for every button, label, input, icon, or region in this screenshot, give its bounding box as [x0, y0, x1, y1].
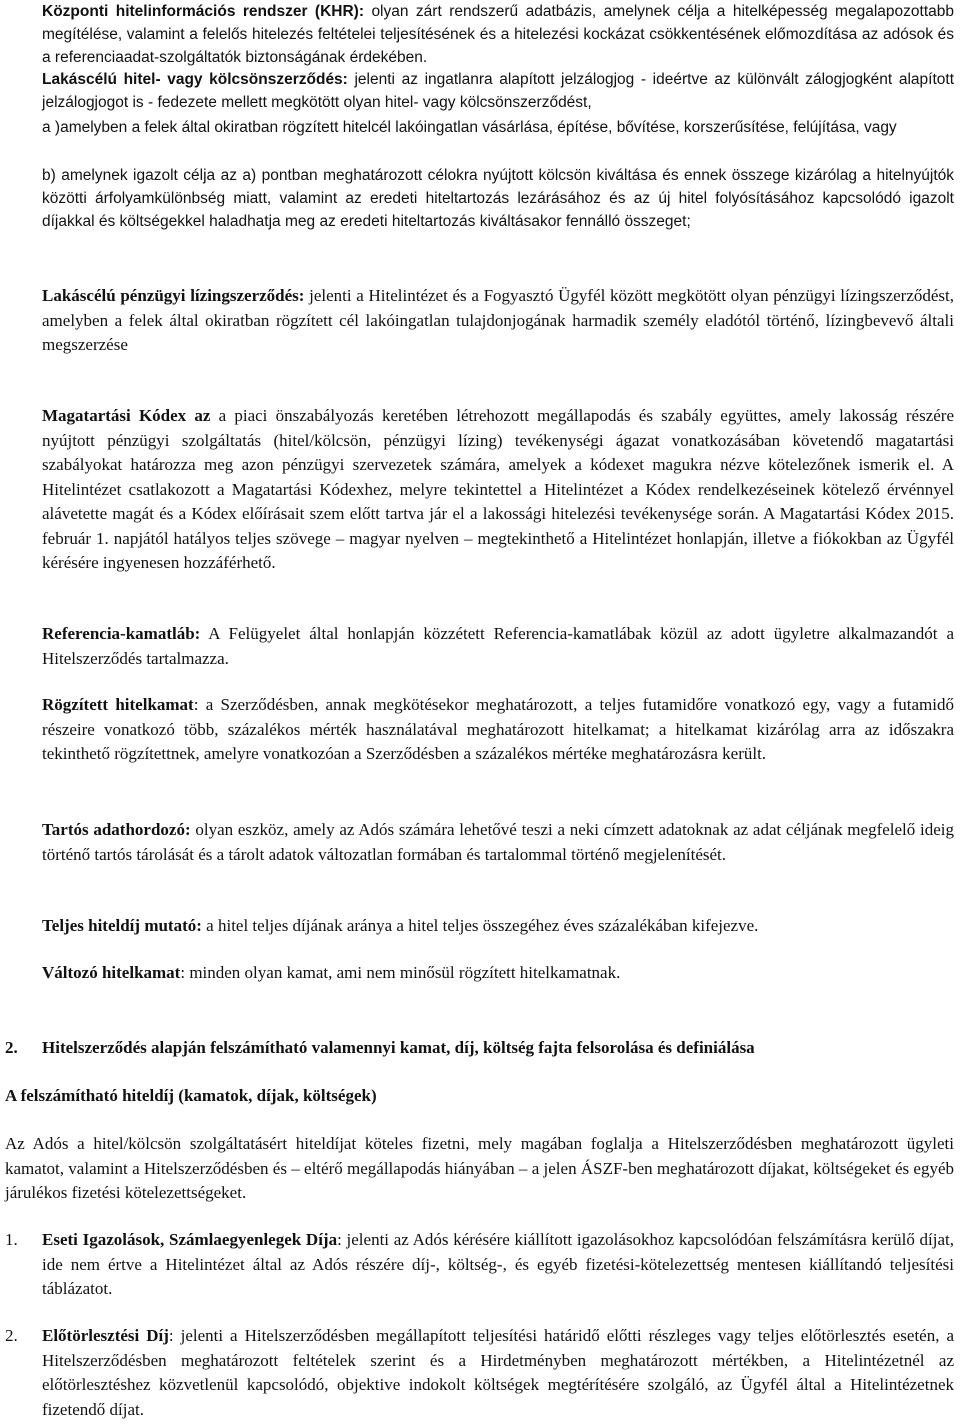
- section-2-number: 2.: [5, 1038, 18, 1057]
- item-1-definition: [42, 1228, 954, 1302]
- tartos-text: olyan eszköz, amely az Adós számára lehetővé teszi a neki címzett adatoknak az adat céljának megfelelő ideig történő tartós tárolását és a tárolt adatok változatlan formában és tartalommal történő megjelenítését.: [42, 820, 954, 864]
- thm-definition: [42, 914, 954, 939]
- tartos-term: Tartós adathordozó:: [42, 820, 191, 839]
- item-1-number: 1.: [5, 1230, 18, 1249]
- item-2-term: Előtörlesztési Díj: [42, 1326, 169, 1345]
- hiteldij-subheading: A felszámítható hiteldíj (kamatok, díjak, költségek): [5, 1086, 377, 1105]
- thm-term: Teljes hiteldíj mutató:: [42, 916, 202, 935]
- referencia-term: Referencia-kamatláb:: [42, 624, 201, 643]
- item-1-term: Eseti Igazolások, Számlaegyenlegek Díja: [42, 1230, 338, 1249]
- tartos-definition: [42, 818, 954, 867]
- valtozo-definition: [42, 961, 954, 986]
- rogzitett-definition: [42, 693, 954, 767]
- kodex-term: Magatartási Kódex az: [42, 406, 211, 425]
- thm-text: a hitel teljes díjának aránya a hitel teljes összegéhez éves százalékában kifejezve.: [201, 916, 759, 935]
- lizing-term: Lakáscélú pénzügyi lízingszerződés:: [42, 286, 305, 305]
- valtozo-text: : minden olyan kamat, ami nem minősül rögzített hitelkamatnak.: [180, 963, 621, 982]
- lakascelu-hitel-item-a: a )amelyben a felek által okiratban rögzített hitelcél lakóingatlan vásárlása, építése, bővítése, korszerűsítése, felújítása, vagy: [42, 119, 897, 136]
- lakascelu-hitel-text: jelenti az ingatlanra alapított jelzálogjog - ideértve az különvált zálogjogként alapított jelzálogjogot is - fedezete mellett megkötött olyan hitel- vagy kölcsönszerződést,: [42, 71, 954, 111]
- section-2-title: Hitelszerződés alapján felszámítható valamennyi kamat, díj, költség fajta felsorolása és definiálása: [42, 1038, 755, 1057]
- khr-term: Központi hitelinformációs rendszer (KHR):: [42, 3, 364, 20]
- kodex-definition: [42, 404, 954, 576]
- lakascelu-hitel-definition: [42, 68, 954, 111]
- khr-text: olyan zárt rendszerű adatbázis, amelynek célja a hitelképesség megalapozottabb megítélése, valamint a felelős hitelezés feltételei teljesítésének és a hitelezési kockázat csökkentésének előmozdítása az adósok és a referenciaadat-szolgáltatók biztonságának érdekében.: [42, 3, 954, 66]
- rogzitett-term: Rögzített hitelkamat: [42, 695, 194, 714]
- item-2-number: 2.: [5, 1326, 18, 1345]
- lizing-text: jelenti a Hitelintézet és a Fogyasztó Ügyfél között megkötött olyan pénzügyi lízingszerződést, amelyben a felek által okiratban rögzített cél lakóingatlan tulajdonjogának harmadik személy eladótól történő, lízingbevevő általi megszerzése: [42, 286, 954, 354]
- hiteldij-intro: Az Adós a hitel/kölcsön szolgáltatásért hiteldíjat köteles fizetni, mely magában foglalja a Hitelszerződésben meghatározott ügyleti kamatot, valamint a Hitelszerződésben és – eltérő megállapodás hiányában – a jelen ÁSZF-ben meghatározott díjakat, költségeket és egyéb járulékos fizetési kötelezettségeket.: [5, 1134, 954, 1202]
- kodex-text: a piaci önszabályozás keretében létrehozott megállapodás és szabály együttes, amely lakosság részére nyújtott pénzügyi szolgáltatás (hitel/kölcsön, pénzügyi lízing) tevékenységi ágazat vonatkozásában követendő magatartási szabályokat határozza meg azon pénzügyi szervezetek számára, amelyek a kódexet magukra nézve kötelezőnek ismerik el. A Hitelintézet csatlakozott a Magatartási Kódexhez, melyre tekintettel a Hitelintézet a Kódex rendelkezéseinek kötelező érvénnyel alávetette magát és a Kódex előírásait szem előtt tartva jár el a lakossági hitelezési tevékenysége során. A Magatartási Kódex 2015. február 1. napjától hatályos teljes szövege – magyar nyelven – megtekinthető a Hitelintézet honlapján, illetve a fiókokban az Ügyfél kérésére ingyenesen hozzáférhető.: [42, 406, 954, 572]
- item-2-text: : jelenti a Hitelszerződésben megállapított teljesítési határidő előtti részleges vagy teljes előtörlesztés esetén, a Hitelszerződésben meghatározott feltételek szerint és a Hirdetményben meghatározott mértékben, a Hitelintézetnél az előtörlesztéshez közvetlenül kapcsolódó, objektive indokolt költségek megtérítésére szolgáló, az Ügyfél által a Hitelintézetnek fizetendő díjat.: [42, 1326, 954, 1419]
- lakascelu-hitel-item-b: b) amelynek igazolt célja az a) pontban meghatározott célokra nyújtott kölcsön kiváltása és ennek összege kizárólag a hitelnyújtók közötti árfolyamkülönbség miatt, valamint az eredeti hiteltartozás lezárásához és az új hitel folyósításához kapcsolódó igazolt díjakkal és költségekkel haladhatja meg az eredeti hiteltartozás kiváltásakor fennálló összeget;: [42, 167, 954, 230]
- khr-definition: [42, 0, 954, 70]
- referencia-definition: [42, 622, 954, 671]
- lakascelu-hitel-term: Lakáscélú hitel- vagy kölcsönszerződés:: [42, 71, 348, 88]
- item-1-text: : jelenti az Adós kérésére kiállított igazolásokhoz kapcsolódóan felszámításra kerülő díjat, ide nem értve a Hitelintézet által az Adós részére díj-, költség-, és egyéb fizetési-kötelezettség mentesen kiállítandó teljesítési táblázatot.: [42, 1230, 954, 1298]
- rogzitett-text: : a Szerződésben, annak megkötésekor meghatározott, a teljes futamidőre vonatkozó egy, vagy a futamidő részeire vonatkozó több, százalékos mérték használatával meghatározott hitelkamat; a hitelkamat kizárólag arra az időszakra tekinthető rögzítettnek, amelyre vonatkozóan a Szerződésben a százalékos mértéke meghatározásra került.: [42, 695, 954, 763]
- valtozo-term: Változó hitelkamat: [42, 963, 181, 982]
- referencia-text: A Felügyelet által honlapján közzétett Referencia-kamatlábak közül az adott ügyletre alkalmazandót a Hitelszerződés tartalmazza.: [42, 624, 954, 668]
- lizing-definition: [42, 284, 954, 358]
- item-2-definition: [42, 1324, 954, 1422]
